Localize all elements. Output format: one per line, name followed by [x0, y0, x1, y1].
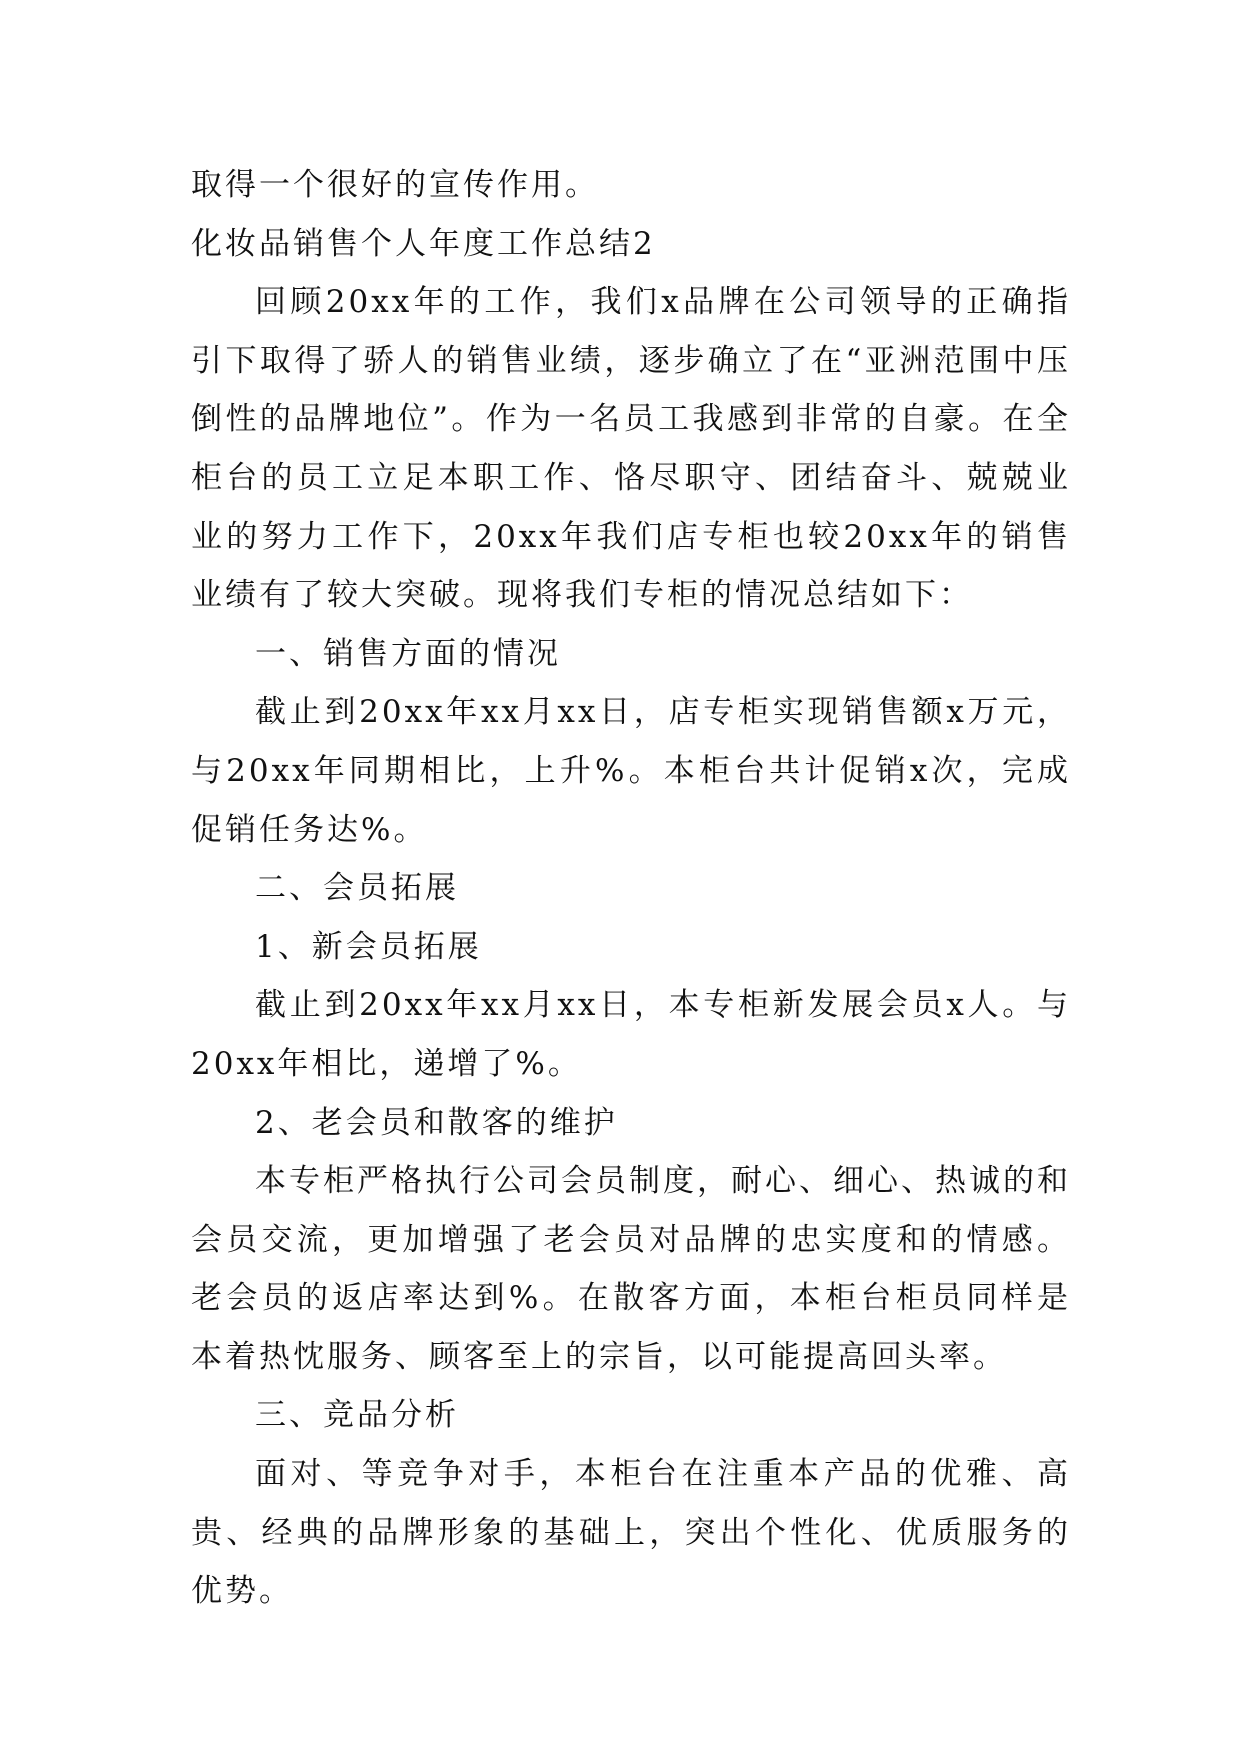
heading-competitors: 三、竞品分析: [255, 1397, 459, 1434]
heading-sales: 一、销售方面的情况: [255, 635, 561, 672]
section-title: 化妆品销售个人年度工作总结2: [191, 225, 656, 262]
paragraph-new-members: 截止到20xx年xx月xx日，本专柜新发展会员x人。与20xx年相比，递增了%。: [191, 987, 1071, 1082]
paragraph-sales: 截止到20xx年xx月xx日，店专柜实现销售额x万元，与20xx年同期相比，上升%。本柜台共计促销x次，完成促销任务达%。: [191, 694, 1071, 848]
paragraph-intro: 回顾20xx年的工作，我们x品牌在公司领导的正确指引下取得了骄人的销售业绩，逐步确立了在“亚洲范围中压倒性的品牌地位”。作为一名员工我感到非常的自豪。在全柜台的员工立足本职工作、恪尽职守、团结奋斗、兢兢业业的努力工作下，20xx年我们店专柜也较20xx年的销售业绩有了较大突破。现将我们专柜的情况总结如下：: [191, 284, 1071, 614]
document-body: [191, 156, 1071, 1621]
subheading-old-members: 2、老会员和散客的维护: [255, 1104, 618, 1141]
paragraph-competitors: 面对、等竞争对手，本柜台在注重本产品的优雅、高贵、经典的品牌形象的基础上，突出个性化、优质服务的优势。: [191, 1456, 1071, 1610]
paragraph-old-members: 本专柜严格执行公司会员制度，耐心、细心、热诚的和会员交流，更加增强了老会员对品牌的忠实度和的情感。老会员的返店率达到%。在散客方面，本柜台柜员同样是本着热忱服务、顾客至上的宗旨，以可能提高回头率。: [191, 1163, 1071, 1375]
heading-members: 二、会员拓展: [255, 870, 459, 907]
paragraph-continuation: 取得一个很好的宣传作用。: [191, 167, 599, 203]
subheading-new-members: 1、新会员拓展: [255, 928, 482, 965]
